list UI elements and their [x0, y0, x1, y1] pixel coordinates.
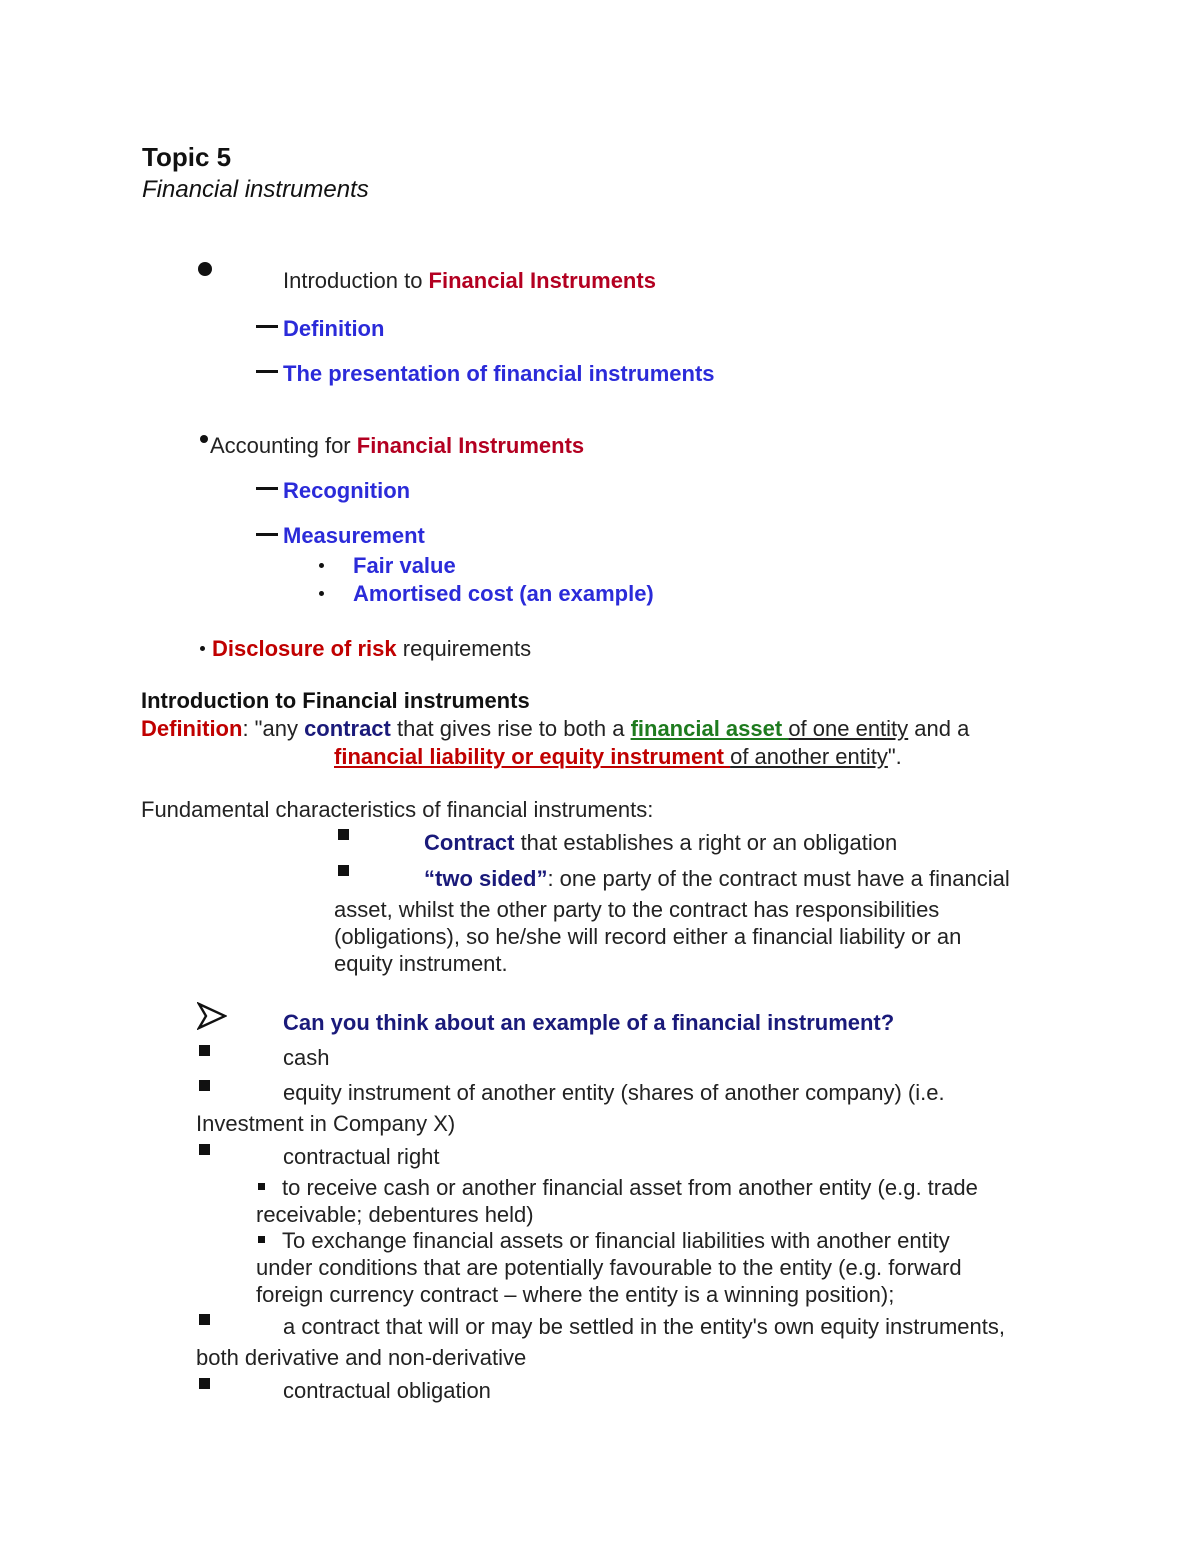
- section-heading: Introduction to Financial instruments: [141, 688, 530, 713]
- square-bullet-icon: [199, 1378, 210, 1389]
- square-bullet-icon: [199, 1080, 210, 1091]
- example-settle-line-2: both derivative and non-derivative: [196, 1345, 527, 1370]
- bullet-dot-icon: [200, 435, 208, 443]
- sub-item-line: receivable; debentures held): [256, 1202, 534, 1227]
- square-bullet-icon: [338, 829, 349, 840]
- square-bullet-icon: [199, 1045, 210, 1056]
- example-question: Can you think about an example of a financial instrument?: [283, 1010, 895, 1035]
- outline-intro-highlight: Financial Instruments: [428, 268, 656, 293]
- definition-line-2: [334, 744, 902, 769]
- outline-disclosure-text: requirements: [396, 636, 532, 661]
- square-bullet-icon: [199, 1144, 210, 1155]
- characteristic-text: that establishes a right or an obligation: [514, 830, 898, 855]
- example-equity-line-2: Investment in Company X): [196, 1111, 456, 1136]
- outline-accounting-highlight: Financial Instruments: [356, 433, 585, 458]
- page-title: Topic 5: [142, 142, 232, 172]
- definition-text: and a: [908, 716, 970, 741]
- definition-text: of one entity: [788, 716, 909, 741]
- outline-amortised-cost: Amortised cost (an example): [353, 581, 654, 606]
- definition-contract: contract: [304, 716, 391, 741]
- outline-presentation: The presentation of financial instruments: [283, 361, 715, 386]
- bullet-dot-icon: [198, 262, 212, 276]
- bullet-dot-icon: [200, 646, 205, 651]
- dash-icon: [256, 325, 278, 328]
- outline-intro-text: Introduction to: [283, 268, 429, 293]
- example-contractual-right: contractual right: [283, 1144, 440, 1169]
- sub-item-line: foreign currency contract – where the entity is a winning position);: [256, 1282, 895, 1307]
- example-contractual-obligation: contractual obligation: [283, 1378, 491, 1403]
- dash-icon: [256, 533, 278, 536]
- definition-text: : "any: [242, 716, 305, 741]
- square-bullet-icon: [338, 865, 349, 876]
- definition-financial-liability: financial liability or equity instrument: [334, 744, 731, 769]
- definition-line-1: [141, 716, 969, 741]
- outline-accounting-text: Accounting for: [210, 433, 357, 458]
- characteristic-bold: Contract: [424, 830, 515, 855]
- characteristic-two-sided: [424, 866, 1010, 891]
- sub-item-line: to receive cash or another financial asset from another entity (e.g. trade: [282, 1175, 978, 1200]
- definition-financial-asset: financial asset: [630, 716, 789, 741]
- definition-label: Definition: [141, 716, 243, 741]
- outline-accounting: [210, 433, 584, 458]
- small-square-bullet-icon: [258, 1236, 265, 1243]
- example-equity-line-1: equity instrument of another entity (shares of another company) (i.e.: [283, 1080, 945, 1105]
- outline-intro: [283, 268, 656, 293]
- square-bullet-icon: [199, 1314, 210, 1325]
- bullet-dot-icon: [319, 591, 324, 596]
- characteristic-line: (obligations), so he/she will record either a financial liability or an: [334, 924, 962, 949]
- characteristic-text: : one party of the contract must have a financial: [547, 866, 1010, 891]
- example-cash: cash: [283, 1045, 330, 1070]
- outline-recognition: Recognition: [283, 478, 411, 503]
- outline-definition: Definition: [283, 316, 385, 341]
- sub-item-line: To exchange financial assets or financial liabilities with another entity: [282, 1228, 950, 1253]
- example-settle-line-1: a contract that will or may be settled in the entity's own equity instruments,: [283, 1314, 1005, 1339]
- arrowhead-icon: [197, 1002, 227, 1030]
- definition-text: of another entity: [730, 744, 888, 769]
- outline-disclosure: [212, 636, 531, 661]
- bullet-dot-icon: [319, 563, 324, 568]
- fundamental-heading: Fundamental characteristics of financial instruments:: [141, 797, 654, 822]
- sub-item-line: under conditions that are potentially favourable to the entity (e.g. forward: [256, 1255, 962, 1280]
- dash-icon: [256, 370, 278, 373]
- small-square-bullet-icon: [258, 1183, 265, 1190]
- characteristic-line: asset, whilst the other party to the contract has responsibilities: [334, 897, 940, 922]
- outline-fair-value: Fair value: [353, 553, 456, 578]
- page-subtitle: Financial instruments: [142, 176, 369, 203]
- definition-text: ".: [887, 744, 902, 769]
- definition-text: that gives rise to both a: [390, 716, 631, 741]
- dash-icon: [256, 487, 278, 490]
- characteristic-bold: “two sided”: [424, 866, 548, 891]
- outline-disclosure-highlight: Disclosure of risk: [212, 636, 397, 661]
- characteristic-line: equity instrument.: [334, 951, 508, 976]
- outline-measurement: Measurement: [283, 523, 425, 548]
- characteristic-contract: [424, 830, 897, 855]
